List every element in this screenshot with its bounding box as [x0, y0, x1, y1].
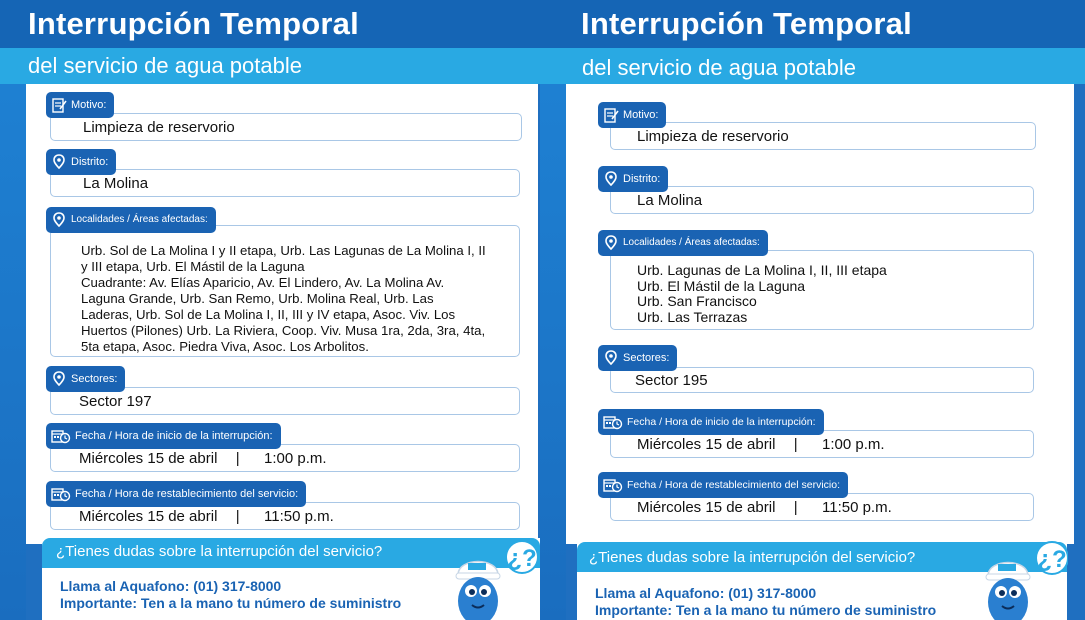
sectores-value: Sector 195 [635, 372, 708, 389]
area-line: Laguna Grande, Urb. San Remo, Urb. Molina Real, Urb. Las [81, 291, 434, 306]
fin-day: Miércoles 15 de abril [637, 499, 776, 516]
distrito-label-text: Distrito: [71, 156, 109, 168]
motivo-label [46, 92, 114, 118]
sectores-value: Sector 197 [79, 393, 152, 410]
fin-label-text: Fecha / Hora de restablecimiento del servicio: [627, 479, 841, 491]
motivo-label [598, 102, 666, 128]
inicio-label-text: Fecha / Hora de inicio de la interrupción: [75, 430, 273, 442]
fin-label [598, 472, 848, 498]
title-bar [540, 0, 1085, 48]
inicio-time: 1:00 p.m. [264, 450, 327, 467]
fin-value [637, 500, 892, 516]
distrito-field [610, 186, 1034, 214]
areas-label-text: Localidades / Áreas afectadas: [71, 214, 208, 225]
notice-panel-left [0, 0, 540, 620]
fin-time: 11:50 p.m. [822, 499, 892, 516]
location-pin-icon [603, 350, 619, 366]
sectores-label [598, 345, 677, 371]
page-title: Interrupción Temporal [28, 6, 359, 41]
separator: | [235, 508, 240, 525]
area-line: Cuadrante: Av. Elías Aparicio, Av. El Lindero, Av. La Molina Av. [81, 275, 445, 290]
areas-label [46, 207, 216, 233]
separator: | [793, 499, 798, 516]
notice-panel-right [540, 0, 1085, 620]
separator: | [793, 436, 798, 453]
areas-label-text: Localidades / Áreas afectadas: [623, 237, 760, 248]
areas-field [50, 225, 520, 357]
area-line: Urb. Las Terrazas [637, 308, 748, 325]
area-line: Huertos (Pilones) Urb. La Riviera, Coop. Viv. Musa 1ra, 2da, 3ra, 4ta, [81, 323, 486, 338]
sectores-label-text: Sectores: [623, 352, 670, 364]
location-pin-icon [51, 212, 67, 228]
fin-time: 11:50 p.m. [264, 508, 334, 525]
page-subtitle: del servicio de agua potable [28, 53, 302, 78]
help-question: ¿Tienes dudas sobre la interrupción del servicio? [56, 543, 383, 560]
area-line: Urb. San Francisco [637, 293, 757, 309]
sectores-field [610, 367, 1034, 393]
left-edge-strip [0, 84, 26, 620]
distrito-label-text: Distrito: [623, 173, 661, 185]
area-line: 5ta etapa, Asoc. Piedra Viva, Asoc. Los Arbolitos. [81, 339, 369, 354]
help-question: ¿Tienes dudas sobre la interrupción del servicio? [589, 549, 916, 566]
help-phone: Llama al Aquafono: (01) 317-8000 [595, 585, 817, 601]
distrito-label [46, 149, 116, 175]
areas-list [637, 263, 887, 325]
separator: | [235, 450, 240, 467]
subtitle-bar [540, 48, 1085, 84]
svg-text:¿?: ¿? [1037, 546, 1067, 573]
motivo-field [610, 122, 1036, 150]
area-line: Urb. El Mástil de la Laguna [637, 277, 806, 294]
inicio-day: Miércoles 15 de abril [637, 436, 776, 453]
calendar-clock-icon [603, 414, 623, 430]
help-important: Importante: Ten a la mano tu número de suministro [595, 602, 937, 618]
calendar-clock-icon [51, 486, 71, 502]
clipboard-icon [603, 107, 619, 123]
fin-label [46, 481, 306, 507]
areas-field [610, 250, 1034, 330]
motivo-label-text: Motivo: [71, 99, 107, 111]
motivo-value: Limpieza de reservorio [637, 128, 789, 145]
fin-day: Miércoles 15 de abril [79, 508, 218, 525]
location-pin-icon [603, 171, 619, 187]
page-subtitle: del servicio de agua potable [582, 55, 856, 80]
inicio-label-text: Fecha / Hora de inicio de la interrupción: [627, 416, 816, 428]
inicio-label [46, 423, 281, 449]
inicio-value [637, 437, 885, 453]
page-title: Interrupción Temporal [581, 6, 912, 41]
title-bar [0, 0, 540, 48]
help-important: Importante: Ten a la mano tu número de suministro [60, 595, 402, 611]
fin-value [79, 509, 334, 525]
motivo-field [50, 113, 522, 141]
area-line: y III etapa, Urb. El Mástil de la Laguna [81, 259, 305, 274]
location-pin-icon [51, 371, 67, 387]
inicio-day: Miércoles 15 de abril [79, 450, 218, 467]
inicio-time: 1:00 p.m. [822, 436, 885, 453]
distrito-field [50, 169, 520, 197]
motivo-label-text: Motivo: [623, 109, 659, 121]
inicio-label [598, 409, 824, 435]
calendar-clock-icon [603, 477, 623, 493]
distrito-value: La Molina [83, 175, 149, 192]
fin-label-text: Fecha / Hora de restablecimiento del servicio: [75, 488, 299, 500]
areas-label [598, 230, 768, 256]
sectores-label [46, 366, 125, 392]
distrito-label [598, 166, 668, 192]
water-drop-mascot [978, 536, 1068, 620]
subtitle-bar [0, 48, 540, 84]
calendar-clock-icon [51, 428, 71, 444]
distrito-value: La Molina [637, 192, 703, 209]
clipboard-icon [51, 97, 67, 113]
water-drop-mascot [448, 535, 538, 620]
sectores-label-text: Sectores: [71, 373, 118, 385]
area-line: Laderas, Urb. Sol de La Molina I, II, III y IV etapa, Asoc. Viv. Los [81, 307, 456, 322]
location-pin-icon [51, 154, 67, 170]
areas-list [81, 243, 515, 355]
right-edge-strip-left [540, 84, 566, 620]
help-phone: Llama al Aquafono: (01) 317-8000 [60, 578, 282, 594]
location-pin-icon [603, 235, 619, 251]
area-line: Urb. Lagunas de La Molina I, II, III etapa [637, 262, 887, 278]
area-line: Urb. Sol de La Molina I y II etapa, Urb. Las Lagunas de La Molina I, II [81, 243, 486, 258]
inicio-value [79, 451, 327, 467]
motivo-value: Limpieza de reservorio [83, 119, 235, 136]
svg-text:¿?: ¿? [507, 545, 537, 572]
